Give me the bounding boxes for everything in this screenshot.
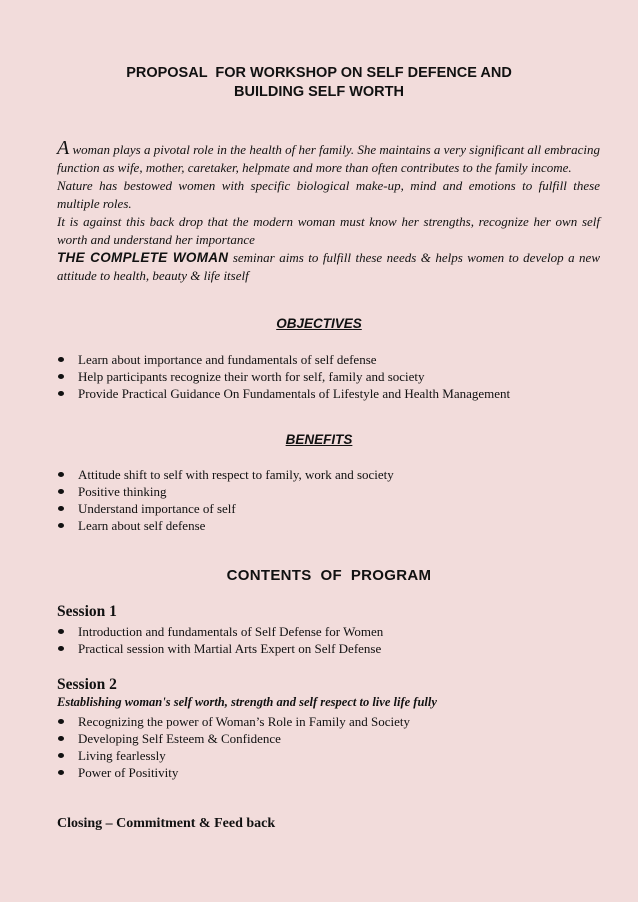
bullet-icon — [58, 391, 64, 396]
list-item: Practical session with Martial Arts Expert on Self Defense — [57, 640, 617, 657]
bullet-icon — [58, 506, 64, 511]
list-item: Positive thinking — [57, 483, 617, 500]
bullet-icon — [58, 770, 64, 775]
session-1-list — [57, 623, 617, 657]
intro-paragraph-2: Nature has bestowed women with specific biological make-up, mind and emotions to fulfill these multiple roles. — [57, 178, 600, 211]
bullet-icon — [58, 357, 64, 362]
bullet-icon — [58, 374, 64, 379]
list-item: Provide Practical Guidance On Fundamentals of Lifestyle and Health Management — [57, 385, 617, 402]
intro-para1-text: woman plays a pivotal role in the health of her family. She maintains a very significant all embracing function as wife, mother, caretaker, helpmate and more than often contributes to the family income. — [57, 142, 600, 175]
list-item: Learn about self defense — [57, 517, 617, 534]
intro-paragraph-3: It is against this back drop that the modern woman must know her strengths, recognize her own self worth and understand her importance — [57, 214, 600, 247]
document-title — [40, 64, 598, 102]
session-2-subtitle: Establishing woman's self worth, strength and self respect to live life fully — [57, 695, 437, 709]
objectives-heading: OBJECTIVES — [276, 316, 362, 331]
intro-para4-text: seminar aims to fulfill these needs & helps women to develop a new attitude to health, beauty & life itself — [57, 250, 600, 283]
objectives-list — [57, 351, 617, 402]
bullet-icon — [58, 489, 64, 494]
list-item: Living fearlessly — [57, 747, 617, 764]
benefits-heading: BENEFITS — [285, 432, 353, 447]
title-line-2: BUILDING SELF WORTH — [234, 84, 404, 100]
list-item: Power of Positivity — [57, 764, 617, 781]
list-item: Understand importance of self — [57, 500, 617, 517]
list-item: Developing Self Esteem & Confidence — [57, 730, 617, 747]
bullet-icon — [58, 523, 64, 528]
intro-paragraph-1 — [57, 139, 600, 177]
bullet-icon — [58, 719, 64, 724]
bullet-icon — [58, 753, 64, 758]
list-item: Help participants recognize their worth for self, family and society — [57, 368, 617, 385]
intro-text — [57, 139, 600, 285]
intro-paragraph-4 — [57, 249, 600, 285]
session-1-title: Session 1 — [57, 603, 117, 620]
list-item: Attitude shift to self with respect to family, work and society — [57, 466, 617, 483]
bullet-icon — [58, 472, 64, 477]
bullet-icon — [58, 646, 64, 651]
benefits-list — [57, 466, 617, 534]
list-item: Learn about importance and fundamentals of self defense — [57, 351, 617, 368]
contents-heading: CONTENTS OF PROGRAM — [226, 567, 432, 584]
list-item: Recognizing the power of Woman’s Role in Family and Society — [57, 713, 617, 730]
session-2-list — [57, 713, 617, 781]
bullet-icon — [58, 736, 64, 741]
session-2-title: Session 2 — [57, 676, 117, 693]
bullet-icon — [58, 629, 64, 634]
title-line-1: PROPOSAL FOR WORKSHOP ON SELF DEFENCE AND — [126, 65, 512, 81]
drop-cap: A — [57, 137, 70, 159]
complete-woman-label: THE COMPLETE WOMAN — [57, 250, 229, 265]
closing-line: Closing – Commitment & Feed back — [57, 816, 276, 831]
list-item: Introduction and fundamentals of Self Defense for Women — [57, 623, 617, 640]
